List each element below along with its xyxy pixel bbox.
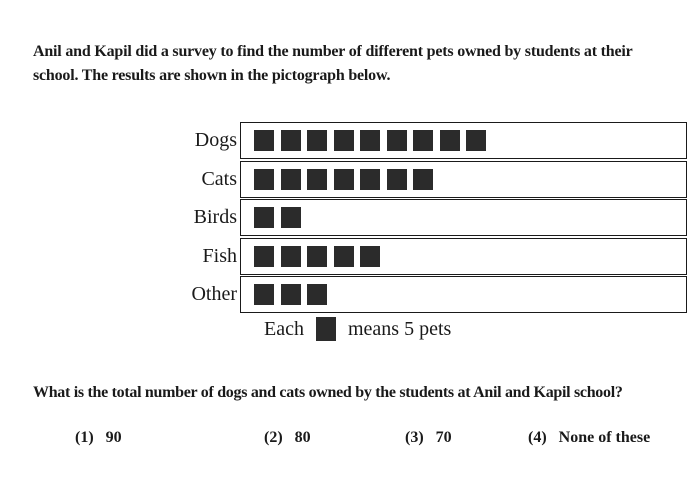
pictogram-square [254, 169, 274, 190]
option-number: (1) [75, 429, 94, 446]
pictogram-square [440, 130, 460, 151]
pictogram-square [360, 246, 380, 267]
pictogram-square [334, 169, 354, 190]
option-number: (2) [264, 429, 283, 446]
pictogram-square [281, 169, 301, 190]
row-label-fish: Fish [202, 244, 237, 267]
option-2[interactable] [264, 427, 311, 449]
option-text: 90 [105, 429, 122, 446]
pictogram-square [413, 169, 433, 190]
question-text: What is the total number of dogs and cats owned by the students at Anil and Kapil school? [33, 384, 623, 401]
option-4[interactable] [528, 427, 650, 449]
intro-text: Anil and Kapil did a survey to find the number of different pets owned by students at their school. The results are shown in the pictograph below. [33, 43, 633, 84]
legend-symbol [316, 317, 336, 341]
option-1[interactable] [75, 427, 122, 449]
row-birds [240, 199, 687, 236]
pictogram-square [307, 130, 327, 151]
pictogram-square [254, 284, 274, 305]
pictogram-square [254, 207, 274, 228]
legend-prefix: Each [264, 318, 304, 340]
pictogram-square [281, 207, 301, 228]
row-label-cats: Cats [201, 167, 237, 190]
option-text: 70 [435, 429, 452, 446]
pictograph [185, 122, 515, 342]
pictogram-square [387, 130, 407, 151]
pictogram-square [281, 284, 301, 305]
row-label-other: Other [191, 283, 237, 305]
pictogram-square [334, 130, 354, 151]
pictograph-legend [264, 316, 451, 342]
pictogram-square [387, 169, 407, 190]
pictogram-square [254, 246, 274, 267]
pictogram-square [413, 130, 433, 151]
pictogram-square [281, 130, 301, 151]
legend-suffix: means 5 pets [347, 318, 452, 340]
option-number: (4) [528, 429, 547, 446]
pictogram-square [360, 169, 380, 190]
row-label-birds: Birds [193, 206, 237, 228]
pictogram-square [307, 246, 327, 267]
option-text: None of these [558, 429, 651, 446]
pictogram-square [307, 284, 327, 305]
pictogram-square [307, 169, 327, 190]
pictogram-square [334, 246, 354, 267]
row-label-dogs: Dogs [194, 129, 237, 151]
pictogram-square [254, 130, 274, 151]
pictogram-square [466, 130, 486, 151]
option-number: (3) [405, 429, 424, 446]
pictogram-square [360, 130, 380, 151]
option-text: 80 [294, 429, 311, 446]
option-3[interactable] [405, 427, 452, 449]
pictogram-square [281, 246, 301, 267]
